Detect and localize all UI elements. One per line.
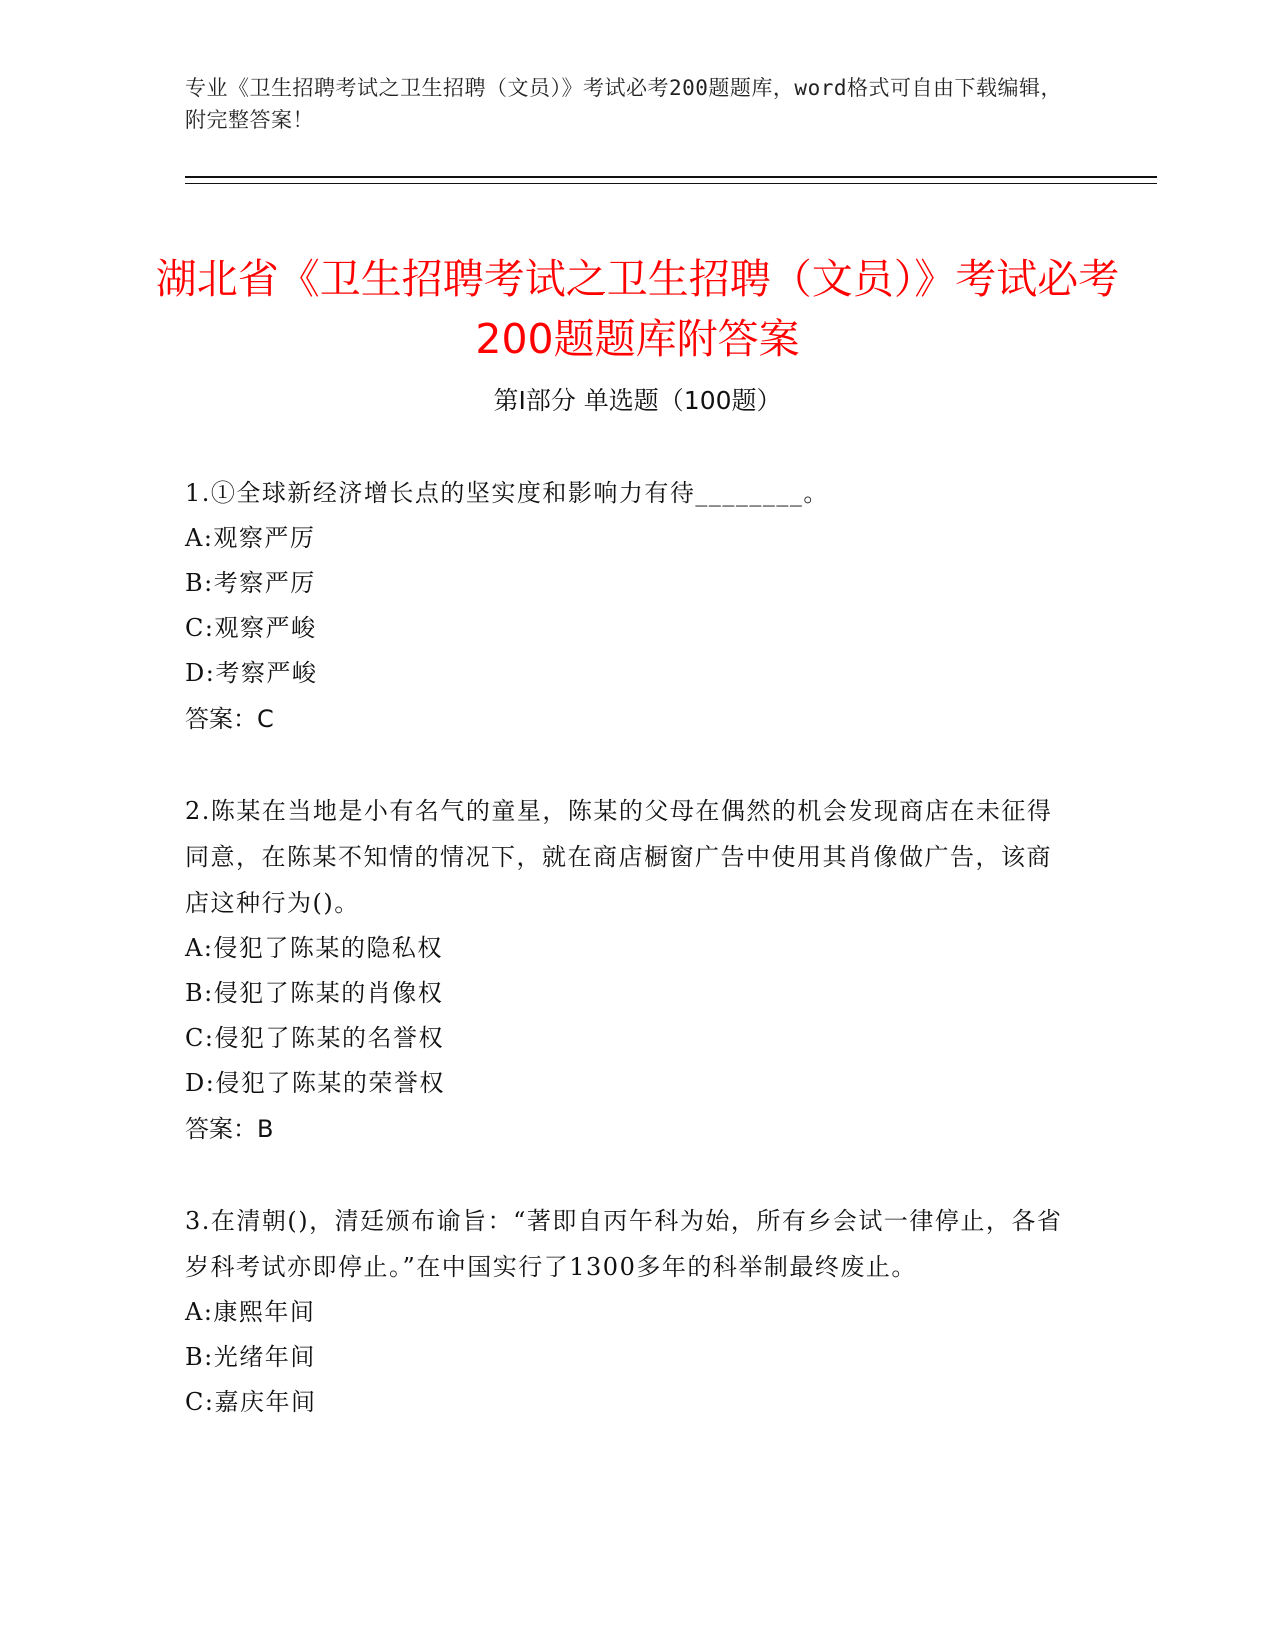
section-title: 第I部分 单选题（100题）	[493, 386, 782, 415]
answer: 答案：B	[185, 1115, 274, 1143]
option-d: D:侵犯了陈某的荣誉权	[185, 1069, 445, 1097]
header-divider-thick	[185, 176, 1157, 178]
option-c: C:侵犯了陈某的名誉权	[185, 1024, 444, 1052]
question-stem: 1.①全球新经济增长点的坚实度和影响力有待________。	[185, 479, 829, 507]
option-b: B:光绪年间	[185, 1343, 316, 1371]
option-a: A:侵犯了陈某的隐私权	[185, 934, 443, 962]
option-c: C:嘉庆年间	[185, 1388, 317, 1416]
option-d: D:考察严峻	[185, 659, 318, 687]
option-c: C:观察严峻	[185, 614, 317, 642]
question-1	[185, 470, 1065, 742]
header-note: 专业《卫生招聘考试之卫生招聘（文员）》考试必考200题题库，word格式可自由下载编辑，附完整答案！	[185, 76, 1062, 132]
answer: 答案：C	[185, 705, 274, 733]
document-title: 湖北省《卫生招聘考试之卫生招聘（文员）》考试必考200题题库附答案	[155, 255, 1120, 364]
option-b: B:侵犯了陈某的肖像权	[185, 979, 444, 1007]
option-a: A:观察严厉	[185, 524, 316, 552]
question-2	[185, 788, 1065, 1152]
question-list	[185, 470, 1065, 1471]
option-a: A:康熙年间	[185, 1298, 316, 1326]
question-stem: 2.陈某在当地是小有名气的童星，陈某的父母在偶然的机会发现商店在未征得同意，在陈某不知情的情况下，就在商店橱窗广告中使用其肖像做广告，该商店这种行为()。	[185, 797, 1053, 917]
question-stem: 3.在清朝()，清廷颁布谕旨：“著即自丙午科为始，所有乡会试一律停止，各省岁科考试亦即停止。”在中国实行了1300多年的科举制最终废止。	[185, 1207, 1063, 1281]
header-divider-thin	[185, 183, 1157, 184]
option-b: B:考察严厉	[185, 569, 316, 597]
question-3	[185, 1198, 1065, 1425]
